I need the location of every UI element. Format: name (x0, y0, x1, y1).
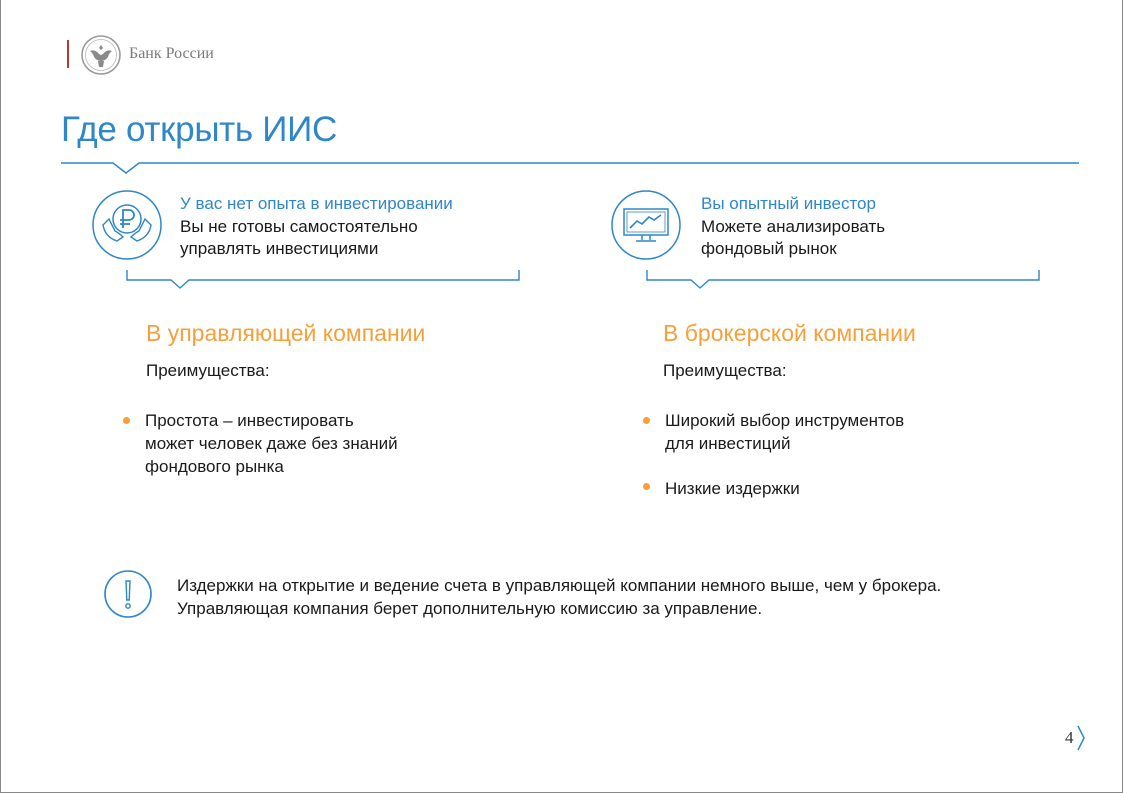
list-item: Низкие издержки (665, 479, 800, 498)
page-number: 4 (1065, 728, 1074, 747)
left-bracket (125, 268, 523, 290)
bullet-dot (643, 483, 650, 490)
bullet-dot (643, 417, 650, 424)
page-title: Где открыть ИИС (61, 110, 337, 149)
bullet-dot (123, 417, 130, 424)
list-item: Простота – инвестировать может человек даже без знаний фондового рынка (145, 411, 398, 476)
right-bracket (645, 268, 1043, 290)
left-head-blue: У вас нет опыта в инвестировании (180, 194, 453, 213)
right-column-title: В брокерской компании (663, 320, 916, 346)
exclamation-icon (103, 569, 153, 619)
brand-name: Банк России (129, 45, 214, 62)
right-head-line1: Можете анализировать (701, 217, 886, 236)
right-advantages-label: Преимущества: (663, 361, 787, 380)
right-head-line2: фондовый рынок (701, 239, 837, 258)
title-underline (61, 150, 1081, 174)
left-head-line2: управлять инвестициями (180, 239, 379, 258)
note-text: Издержки на открытие и ведение счета в управляющей компании немного выше, чем у брокера. Управляющая компания берет дополнительную комиссию за управление. (177, 576, 942, 618)
right-head-blue: Вы опытный инвестор (701, 194, 876, 213)
brand-bar (67, 40, 69, 68)
monitor-chart-icon (610, 189, 682, 261)
list-item: Широкий выбор инструментов для инвестиций (665, 411, 905, 453)
chevron-right-icon[interactable] (1076, 724, 1086, 752)
ruble-in-hands-icon (91, 189, 163, 261)
bank-emblem-icon (80, 34, 122, 76)
left-head-line1: Вы не готовы самостоятельно (180, 217, 418, 236)
left-advantages-label: Преимущества: (146, 361, 270, 380)
left-column-title: В управляющей компании (146, 320, 426, 346)
